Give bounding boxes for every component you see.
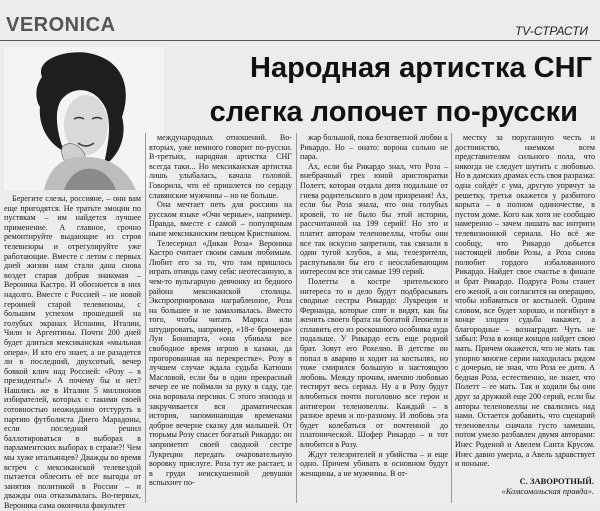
source-credit: «Комсомольская правда». [501,486,594,496]
column-paragraph: Ждут телезрителей и убийства – и еще одно. Причем убивать в основном будут женщины, а не мужчины. В от- [300,449,448,478]
column-paragraph: жар большой, пока безответной любви к Рикардо. Но – онато: ворона сольно не пара. [300,133,448,162]
header-divider [0,40,600,41]
column-divider [145,133,146,503]
portrait-photo [4,47,164,190]
column-paragraph: Полетты в костре зрительского интереса то и дело будут подбрасывать сводные сестры Рикардо: Лукреция и Фернанда, которые спят и видят, как бы женить своего брата на богатой Леонели и сплавить его из роскошного особняка куда подальше. У Рикардо есть еще родной брат. Зовут его Рохелио. В детстве он попал в аварию и ходит на костылях, но тоже смирился большую и настоящую любовь. Между прочим, именно любовью тестирут весь сериал. Ну а в Розу будут влюбиться почти поголовно все герои и антигерои теленовеллы. Каждый – в разное время и по-разному. И любовь эта будет колебаться от почтенной до платонической. Шофер Рикардо – и тот влюбится в Розу. [300,276,448,449]
byline [501,476,594,496]
article-column-3 [300,133,448,503]
column-paragraph: Берегите слезы, россияне, – они вам еще пригодятся. Не тратьте эмоции по пустякам – им найдется лучшее применение. А главное, срочно ремонтируйте выдающие из строя телевизоры и отрегулируйте уже работающие. Вместе с летом с первых дней жизни нам стали дана снова воздет старая добрая знакомая – Вероника Кастро. И обосноется в них надолго. Вместе с Россией – не новой героиней старой телевизоны, с большим успехом прошедшей на голубых экранах Испании, Италии, Чили и Аргентины. Почти 200 дней будет длиться мексиканская «мыльная опера». И кто его знает, а не разадется ли в последний, двухсотый, вечер бовкой клич над Россией: «Розу – в президенты!» А почему бы и нет? Нашлись же в Италии 5 миллионов избирателей, которых с такими своей готовностью неожиданно отстуруть в партию футболиста Диего Марадоны, если последний решил баллотироваться в выборах в парламентских выборах в стране?! Чем мы хуже итальянцев? Дважды во время встреч с мексиканской телевездой пытается облесить её все выгоды от занятия политикой в России – и дважды она отказывалась. Во-первых, Вероника сама окончила факультет [4,194,141,510]
article-column-1 [4,194,141,510]
headline [176,50,596,130]
section-label: TV-СТРАСТИ [514,24,588,38]
article-column-2 [149,133,292,503]
publication-logo: VERONICA [6,14,116,36]
column-paragraph: международных отношений. Во-вторых, уже немного говорит по-русски. В-третьих, народная артистка СНГ всегда таки... Но мексиканская артистка лишь улыбалась, качала головой. Говорила, что её пришлется по сердцу славянские мужчины – но не больше. [149,133,292,200]
column-paragraph: Телесериал «Дикая Роза» Вероника Кастро считает своим самым любимым. Любит его за то, что там пришлось играть отнюдь саму себя: неотесанную, в чем-то вульгарную девчонку из бедного района мексиканской столицы. Экспроприирована награбленное, Роза на большее и не замахивалась. Вместо того, чтобы читать Маркса или штудировать, например, «18-е брюмера» Луи Бонапарта, «она убивала все свободное время игрою в казаки, да прогорованная на перекрестке». Розу в лучшем случае ждала судьба Катюши Масловой, если бы в один прекрасный вечер ее не поймали за руку в саду, где она воровала персики. С этого эпизода и закручивается вся драматическая история, напоминающая временами доброе вечерне сказку для малышей. От тюрьмы Розу спасет богатый Рикардо: он заприметит своей сводной сестре Лукреции передать очаровательную воровку прислуге. Роза тут же растает, и в груди неискушенной девушки вспыхнет по- [149,238,292,488]
column-divider [296,133,297,503]
column-paragraph: Ах, если бы Рикардо знал, что Роза – внебрачный грех юной аристократки Полетт, которая отдала дитя подальше от гнева родительского в дом призрения! Ах, если бы Роза знала, что она голубых кровей, то не было бы этой истории, рассчитанной на 199 серий! Но это и платит авторам теленовеллы, чтобы они все так искусно запретили, так связали в один тугой клубок, а мы, телезрители, распутывали бы его с неослабевающим интересом все эти самые 199 серий. [300,161,448,277]
headline-line-2: слегка лопочет по-русски [209,96,578,128]
author-name: С. ЗАВОРОТНЫЙ. [519,476,594,486]
column-paragraph: местку за поруганную честь и достоинство, наемком всем представителям сильного пола, что никогда не следует шутить с любовью. Но в дамских драмах есть своя разразка: одна сойдёт с ума, другую упрячут за решетку, третья окажется у разбитого корыта – в полном одиночестве, в пустом доме. Кого как хотя не сообщаю намеренно – зачем лишать вас интриги телевизионной сериала. Но всё же сообщу, что Рикардо добьется настоящей любви Розы, а Роза снова полюбит гордого избалованного Рикардо. Найдет свое счастье в финале и брат Рикардо. Подруга Розы станет его женой, а он согласится на операцию, чтобы избавиться от костылей. Одним словом, все будет хорошо, и погибнут в конце злодеи судьба накажет, а благородные – вознаградят. Чуть не забыл: Роза в конце концов найдет свою мать. Причем окажется, что не мать так упорно многие серии находилась рядом с дочерью, не зная, что Роза ее дитя. А бедная Роза, естественно, не знает, что Полетт – ее мать. Так и ходили бы они друг за дружкой еще 200 серий, если бы авторы теленовеллы не свалились над нами. Остается добавить, что сценарий теленовеллы сначала густо замешан, потом умело разбавлен двумя авторами: Инес Роденой и Авелем Санта Крусом. Инес давно умерла, а Авель здравствует и поныне. [455,133,596,469]
column-paragraph: Она мечтает петь для россиян на русском языке «Очи черные», например. Правда, вместе с самой – популярным ныне мексиканским певцом Кристианом. [149,200,292,238]
headline-line-1: Народная артистка СНГ [250,52,592,84]
column-divider [451,133,452,503]
article-column-4 [455,133,595,503]
